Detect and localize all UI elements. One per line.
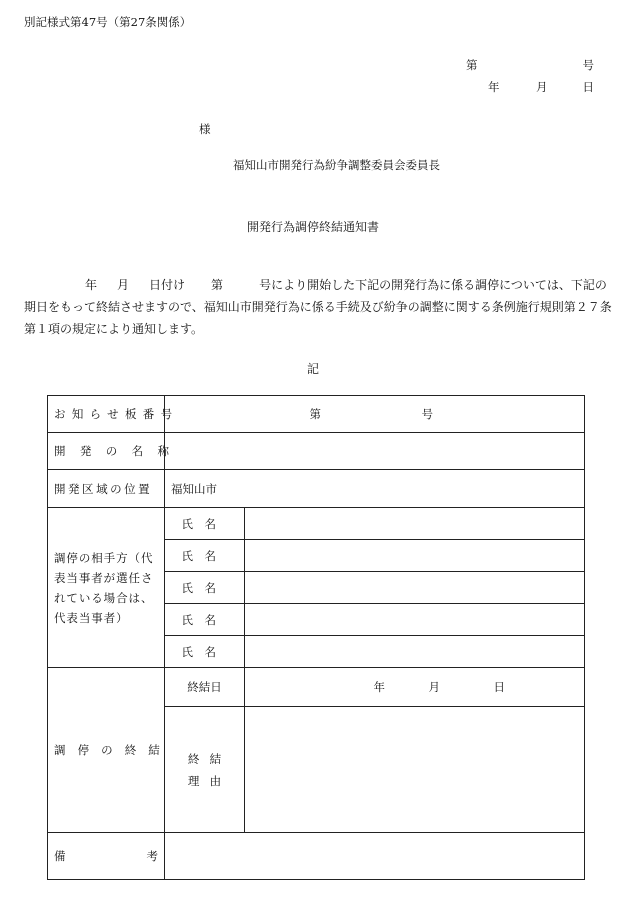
name-value[interactable] <box>245 604 585 636</box>
ki-heading: 記 <box>307 362 320 376</box>
counterparty-label: 調停の相手方（代表当事者が選任されている場合は、代表当事者） <box>48 508 165 668</box>
date-day: 日 <box>582 80 594 94</box>
notice-table <box>47 395 585 880</box>
name-label: 氏名 <box>165 508 245 540</box>
body-day-dated: 日付け <box>149 278 186 292</box>
body-paragraph <box>24 274 612 340</box>
end-date-label: 終結日 <box>165 668 245 707</box>
body-dai: 第 <box>211 278 224 292</box>
dev-name-value[interactable] <box>165 433 585 470</box>
body-text: 号により開始した下記の開発行為に係る調停については、下記の期日をもって終結させますので、福知山市開発行為に係る手続及び紛争の調整に関する条例施行規則第２７条第１項の規定により通知します。 <box>24 278 612 336</box>
body-year: 年 <box>85 278 98 292</box>
row-dev-name <box>48 433 585 470</box>
name-label: 氏名 <box>165 540 245 572</box>
name-value[interactable] <box>245 540 585 572</box>
document-title: 開発行為調停終結通知書 <box>247 220 380 234</box>
end-year: 年 <box>373 680 385 694</box>
reason-label-1: 終結 <box>187 751 232 766</box>
row-end-date <box>48 668 585 707</box>
dev-location-label: 開発区域の位置 <box>48 470 165 508</box>
remarks-value[interactable] <box>165 833 585 880</box>
date-year: 年 <box>488 80 500 94</box>
row-remarks <box>48 833 585 880</box>
name-label: 氏名 <box>165 636 245 668</box>
document-number <box>466 57 594 73</box>
reason-value[interactable] <box>245 707 585 833</box>
end-date-value[interactable] <box>245 668 585 707</box>
name-value[interactable] <box>245 636 585 668</box>
row-counterparty-1 <box>48 508 585 540</box>
notice-board-prefix: 第 <box>309 407 321 421</box>
form-label: 別記様式第47号（第27条関係） <box>24 15 192 29</box>
termination-label: 調停の終結 <box>48 668 165 833</box>
addressee-suffix: 様 <box>199 122 211 136</box>
end-month: 月 <box>428 680 440 694</box>
notice-board-suffix: 号 <box>421 407 433 421</box>
date-month: 月 <box>536 80 548 94</box>
name-label: 氏名 <box>165 604 245 636</box>
dev-name-label: 開発の名称 <box>48 433 165 470</box>
sender: 福知山市開発行為紛争調整委員会委員長 <box>233 158 440 172</box>
end-day: 日 <box>493 680 505 694</box>
notice-board-value[interactable] <box>165 396 585 433</box>
remarks-label-2: 考 <box>146 849 158 863</box>
name-value[interactable] <box>245 572 585 604</box>
row-dev-location <box>48 470 585 508</box>
name-value[interactable] <box>245 508 585 540</box>
reason-label <box>165 707 245 833</box>
dev-location-value[interactable]: 福知山市 <box>165 470 585 508</box>
remarks-label-1: 備 <box>54 849 66 863</box>
remarks-label <box>48 833 165 880</box>
row-notice-board <box>48 396 585 433</box>
name-label: 氏名 <box>165 572 245 604</box>
document-number-suffix: 号 <box>582 58 594 72</box>
document-number-prefix: 第 <box>466 58 478 72</box>
body-month: 月 <box>117 278 130 292</box>
reason-label-2: 理由 <box>187 773 232 788</box>
notice-board-label: お知らせ板番号 <box>48 396 165 433</box>
